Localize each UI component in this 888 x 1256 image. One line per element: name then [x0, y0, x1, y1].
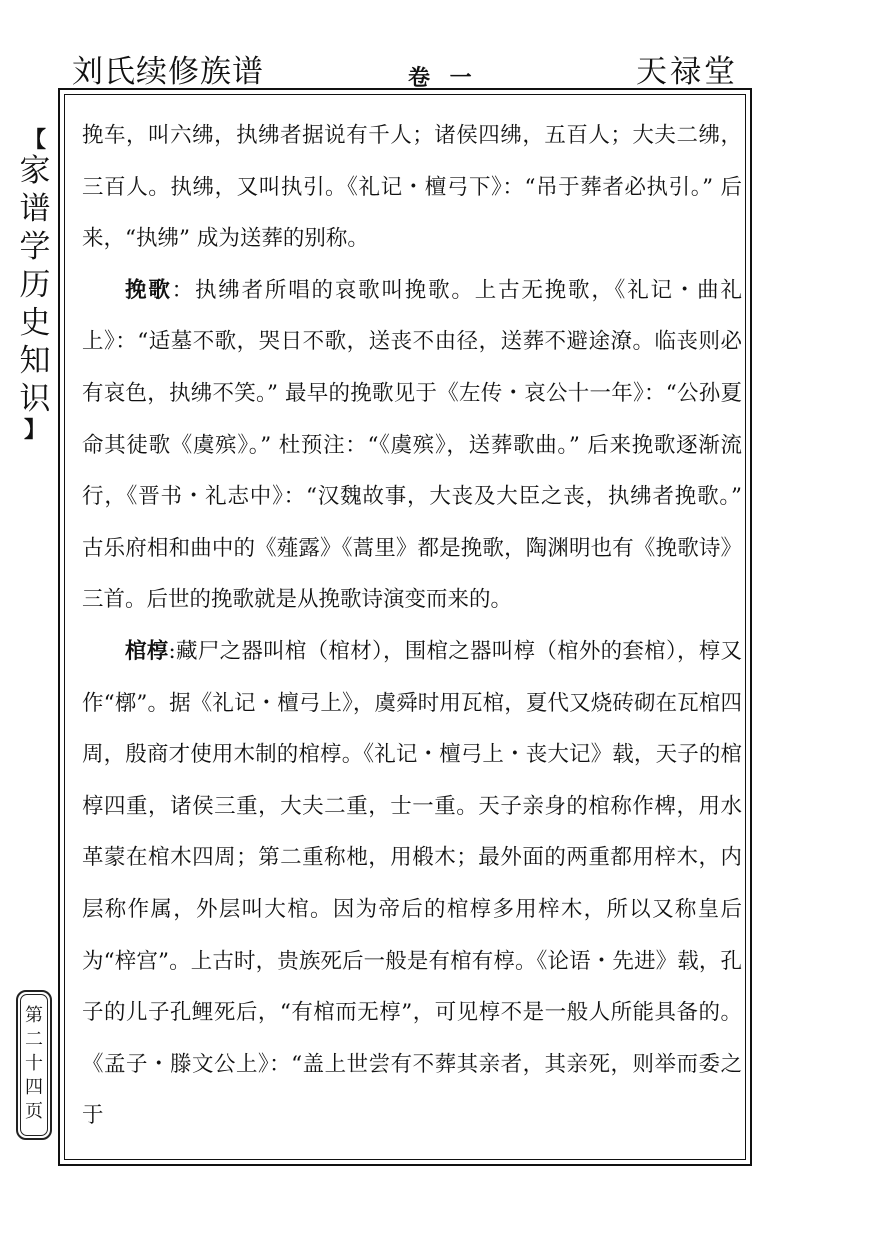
- genealogy-title: 刘氏续修族谱: [72, 54, 264, 90]
- side-section-title: [18, 152, 52, 418]
- side-title-char: 家: [19, 153, 51, 189]
- paragraph-guanguo: [82, 626, 742, 1142]
- side-title-char: 历: [19, 267, 51, 303]
- volume-label: 卷 一: [408, 65, 478, 91]
- body-text: [82, 110, 742, 1142]
- page-number-char: 页: [25, 1101, 43, 1122]
- side-title-char: 史: [19, 305, 51, 341]
- term-guanguo: 棺椁: [125, 638, 169, 664]
- page-number-char: 十: [25, 1053, 43, 1074]
- paragraph-wange-text: ：执绋者所唱的哀歌叫挽歌。上古无挽歌，《礼记・曲礼上》：“适墓不歌，哭日不歌，送丧不由径，送葬不避途潦。临丧则必有哀色，执绋不笑。” 最早的挽歌见于《左传・哀公十一年》：“公孙夏命其徒歌《虞殡》。” 杜预注：“《虞殡》，送葬歌曲。” 后来挽歌逐渐流行，《晋书・礼志中》：“汉魏故事，大丧及大臣之丧，执绋者挽歌。” 古乐府相和曲中的《薤露》《蒿里》都是挽歌，陶渊明也有《挽歌诗》三首。后世的挽歌就是从挽歌诗演变而来的。: [82, 277, 742, 613]
- page-number-char: 四: [25, 1077, 43, 1098]
- side-title-char: 谱: [19, 191, 51, 227]
- page-number-char: 第: [25, 1005, 43, 1026]
- side-title-char: 知: [19, 343, 51, 379]
- side-close-bracket: 】: [23, 417, 46, 443]
- side-open-bracket: 【: [23, 127, 46, 153]
- hall-name: 天禄堂: [636, 54, 738, 90]
- side-section-tab: [18, 128, 52, 442]
- page-number: [18, 1004, 50, 1124]
- page-number-char: 二: [25, 1029, 43, 1050]
- side-title-char: 识: [19, 381, 51, 417]
- paragraph-guanguo-text: :藏尸之器叫棺（棺材），围棺之器叫椁（棺外的套棺），椁又作“槨”。据《礼记・檀弓上》，虞舜时用瓦棺，夏代又烧砖砌在瓦棺四周，殷商才使用木制的棺椁。《礼记・檀弓上・丧大记》载，天子的棺椁四重，诸侯三重，大夫二重，士一重。天子亲身的棺称作椑，用水革蒙在棺木四周；第二重称杝，用椴木；最外面的两重都用梓木，内层称作属，外层叫大棺。因为帝后的棺椁多用梓木，所以又称皇后为“梓宫”。上古时，贵族死后一般是有棺有椁。《论语・先进》载，孔子的儿子孔鲤死后，“有棺而无椁”，可见椁不是一般人所能具备的。《孟子・滕文公上》：“盖上世尝有不葬其亲者，其亲死，则举而委之于: [82, 638, 742, 1129]
- side-title-char: 学: [19, 229, 51, 265]
- paragraph-wange: [82, 265, 742, 626]
- term-wange: 挽歌: [125, 277, 172, 303]
- paragraph-zhifu: 挽车，叫六绋，执绋者据说有千人；诸侯四绋，五百人；大夫二绋，三百人。执绋，又叫执引。《礼记・檀弓下》：“吊于葬者必执引。” 后来，“执绋” 成为送葬的别称。: [82, 123, 742, 252]
- page-number-box: [16, 990, 52, 1140]
